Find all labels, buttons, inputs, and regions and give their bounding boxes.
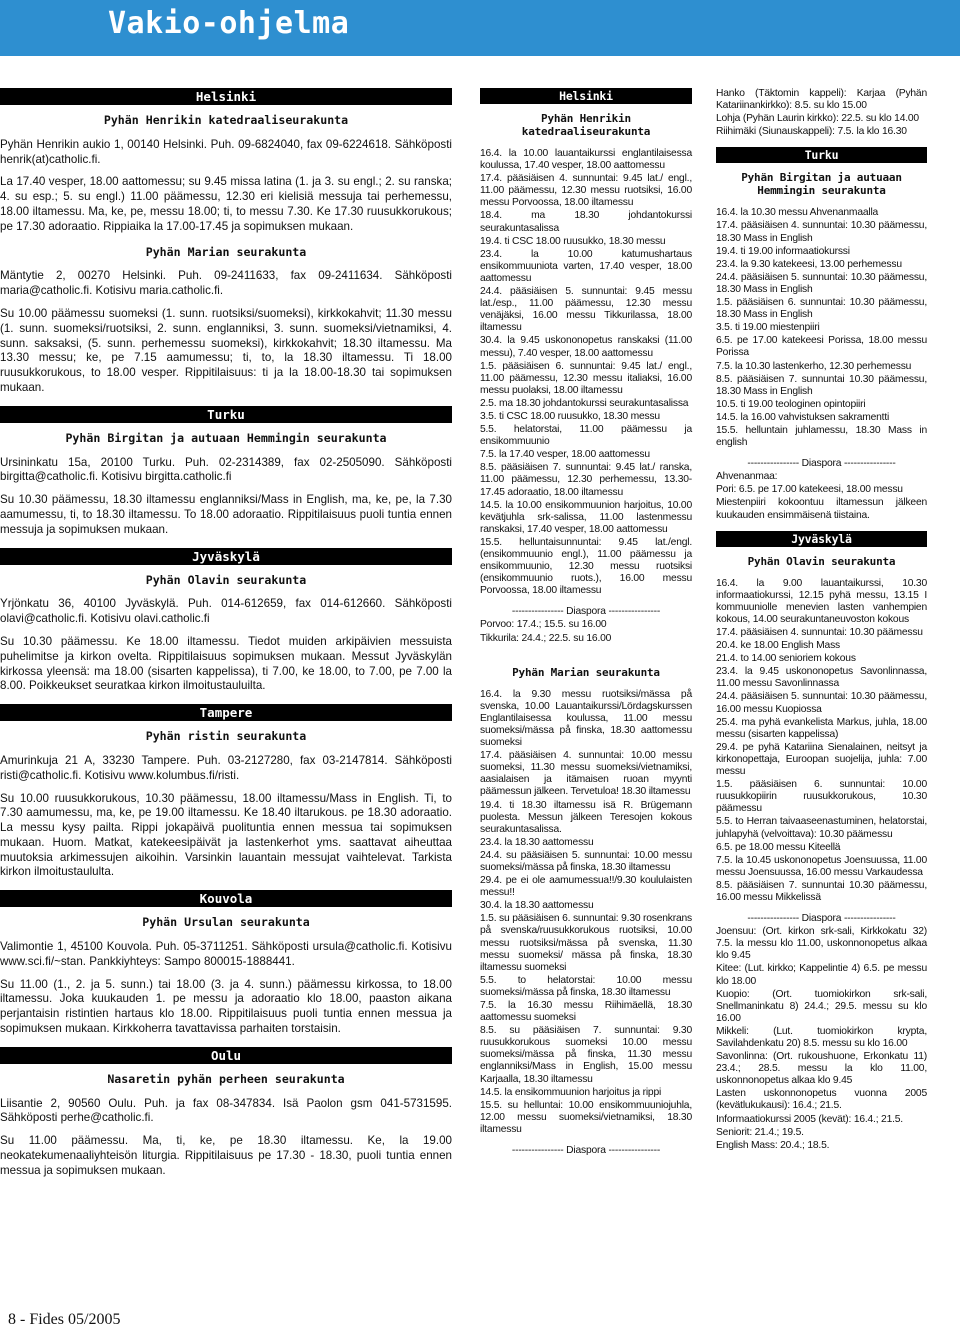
schedule-entry: 3.5. ti CSC 18.00 ruusukko, 18.30 messu <box>480 410 660 422</box>
middle-column <box>480 88 692 1158</box>
schedule-entry: 29.4. pe ei ole aamumessua!!/9.30 koululaisten messu!! <box>480 875 692 899</box>
section-paragraph: Ursininkatu 15a, 20100 Turku. Puh. 02-2314389, fax 02-2505090. Sähköposti birgitta@catholic.fi. Kotisivu birgitta.catholic.fi <box>0 455 452 484</box>
schedule-entry: 8.5. pääsiäisen 7. sunnuntai 10.30 päämessu, 16.00 messu Mikkelissä <box>716 879 927 903</box>
section-4 <box>0 704 452 880</box>
schedule-entry: 14.5. la 10.00 ensikommuunion harjoitus, 10.00 kevätjuhla srk-salissa, 11.00 lastenmessu ranskaksi, 17.40 vesper, 18.00 aattomessu <box>480 499 692 535</box>
schedule-entry: 18.4. ma 18.30 johdantokurssi seurakuntasalissa <box>480 210 692 234</box>
schedule-entry: 7.5. la 16.30 messu Riihimäellä, 18.30 aattomessu suomeksi <box>480 1000 692 1024</box>
section-paragraph: Mäntytie 2, 00270 Helsinki. Puh. 09-2411633, fax 09-2411634. Sähköposti maria@catholic.fi. Kotisivu maria.catholic.fi. <box>0 269 452 298</box>
schedule-entry: 23.4. la 10.00 katumushartaus ensikommuuniota varten, 17.40 vesper, 18.00 aattomessu <box>480 248 692 284</box>
diaspora-entry: Lasten uskonnonopetus vuonna 2005 (kevätlukukausi): 16.4.; 21.5. <box>716 1088 927 1112</box>
city-bar: Oulu <box>0 1047 452 1064</box>
diaspora-entry: Kitee: (Lut. kirkko; Kappelintie 4) 6.5. pe messu klo 18.00 <box>716 963 927 987</box>
schedule-entry: 19.4. ti 18.30 iltamessu isä R. Brügemann puolesta. Messun jälkeen Teresojen kokous seurakuntasalissa. <box>480 799 692 835</box>
diaspora-entry: Ahvenanmaa: <box>716 471 778 483</box>
spacer <box>716 450 927 458</box>
schedule-entry: 6.5. pe 17.00 katekeesi Porissa, 18.00 messu Porissa <box>716 335 927 359</box>
schedule-entry: 17.4. pääsiäisen 4. sunnuntai: 10.00 messu suomeksi, 11.30 messu suomeksi/vietnamiksi, aasialaisen ja itämaisen ruoan myynti päämessun jälkeen. Tervetuloa! 18.30 iltamessu <box>480 750 692 798</box>
schedule-entry: 17.4. pääsiäisen 4. sunnuntai: 9.45 lat./ engl., 11.00 päämessu, 12.30 messu ruotsiksi, 16.00 messu Porvoossa, 18.00 iltamessu <box>480 173 692 209</box>
city-bar: Helsinki <box>480 88 692 104</box>
city-bar: Turku <box>0 406 452 423</box>
schedule-entry: 30.4. la 9.45 uskononopetus ranskaksi (11.00 messu), 7.40 vesper, 18.00 aattomessu <box>480 335 692 359</box>
schedule-entry: 5.5. to Herran taivaaseenastuminen, helatorstai, juhlapyhä (velvoittava): 10.30 päämessu <box>716 816 927 840</box>
main-column <box>0 88 452 1189</box>
schedule-entry: 14.5. la ensikommuunion harjoitus ja rippi <box>480 1086 662 1098</box>
diaspora-entry: Hanko (Täktomin kappeli): Karjaa (Pyhän Katariinankirkko): 8.5. su klo 15.00 <box>716 88 927 112</box>
schedule-entry: 2.5. ma 18.30 johdantokurssi seurakuntasalissa <box>480 397 689 409</box>
section-paragraph: Liisantie 2, 90560 Oulu. Puh. ja fax 08-347834. Isä Paolon gsm 041-5731595. Sähköposti perhe@catholic.fi. <box>0 1096 452 1125</box>
section-paragraph: Su 10.30 päämessu. Ke 18.00 iltamessu. Tiedot muiden arkipäivien messuista puhelimitse ja kirkon ovelta. Rippitilaisuus sopimuksen mukaan. Messut Jyväskylän kirkossa yleensä: ma 18.00 (sisarten kappelissa), ti 7.00, ke 18.00, to 7.00, pe 7.00 la 8.00. Poikkeukset seuratkaa kirkon ilmoitustauluilta. <box>0 634 452 693</box>
page-title: Vakio-ohjelma <box>108 6 350 41</box>
schedule-entry: 1.5. pääsiäisen 6. sunnuntai: 10.30 päämessu, 18.30 Mass in English <box>716 297 927 321</box>
diaspora-entry: Joensuu: (Ort. kirkon srk-sali, Kirkkokatu 32) 7.5. la messu klo 11.00, uskonnonopetus alkaa klo 9.45 <box>716 926 927 962</box>
header-banner <box>0 0 960 56</box>
spacer <box>716 139 927 147</box>
diaspora-entry: Pori: 6.5. pe 17.00 katekeesi, 18.00 messu <box>716 484 903 496</box>
diaspora-divider: ---------------- Diaspora ---------------- <box>747 458 896 470</box>
schedule-entry: 21.4. to 14.00 senioriem kokous <box>716 653 856 665</box>
diaspora-divider: ---------------- Diaspora ---------------- <box>747 913 896 925</box>
schedule-entry: 8.5. pääsiäisen 7. sunnuntai 10.30 päämessu, 18.30 Mass in English <box>716 373 927 397</box>
parish-title: Pyhän Marian seurakunta <box>145 244 307 259</box>
diaspora-entry: Mikkeli: (Lut. tuomiokirkon krypta, Savilahdenkatu 20) 8.5. messu su klo 16.00 <box>716 1025 927 1049</box>
schedule-entry: 15.5. helluntaisunnuntai: 9.45 lat./engl. (ensikommuunio engl.), 11.00 päämessu ja ensikommuunio, 12.30 messu ruotsiksi (ensikommuunio ruots.), 16.00 messu Porvoossa, 18.00 iltamessu <box>480 536 692 597</box>
section-paragraph: Su 11.00 päämessu. Ma, ti, ke, pe 18.30 iltamessu. Ke, la 19.00 neokatekumenaaliyhteisön liturgia. Rippitilaisuus pe 17.30 - 18.30, puoli tuntia ennen messua ja sopimuksen mukaan. <box>0 1134 452 1177</box>
schedule-entry: 29.4. pe pyhä Katariina Sienalainen, neitsyt ja kirkonopettaja, Euroopan suojelija, juhla: 7.00 messu <box>716 741 927 778</box>
spacer <box>480 1137 692 1145</box>
section-paragraph: Yrjönkatu 36, 40100 Jyväskylä. Puh. 014-612659, fax 014-612660. Sähköposti olavi@catholic.fi. Kotisivu olavi.catholic.fi <box>0 597 452 626</box>
schedule-entry: 20.4. ke 18.00 English Mass <box>716 640 840 652</box>
city-bar: Turku <box>716 147 927 163</box>
section-paragraph: Amurinkuja 21 A, 33230 Tampere. Puh. 03-2127280, fax 03-2147814. Sähköposti risti@catholic.fi. Kotisivu www.kolumbus.fi/risti. <box>0 753 452 782</box>
schedule-entry: 19.4. ti CSC 18.00 ruusukko, 18.30 messu <box>480 235 666 247</box>
section-paragraph: Su 11.00 (1., 2. ja 5. sunn.) tai 18.00 (3. ja 4. sunn.) päämessu kirkossa, to 18.00 iltamessu. Joka kuukauden 1. pe messu ja adoraatio klo 18.00, paaston aikana perjantaisin ristintien hartaus klo 18.00. Rippitilaisuus puoli tuntia ennen messua ja sopimuksen mukaan. Kirkkoherra tavattavissa parhaiten torstaisin. <box>0 977 452 1036</box>
section-6 <box>0 1047 452 1179</box>
schedule-entry: 10.5. ti 19.00 teologinen opintopiiri <box>716 398 866 410</box>
schedule-entry: 8.5. su pääsiäisen 7. sunnuntai: 9.30 ruusukkorukous suomeksi 10.00 messu suomeksi/mässa på finska, 11.30 messu englanniksi/Mass in English, 15.00 messu Karjaalla, 18.30 iltamessu <box>480 1025 692 1085</box>
parish-title: Pyhän Olavin seurakunta <box>145 572 307 587</box>
spacer <box>480 646 692 654</box>
schedule-entry: 24.4. su pääsiäisen 5. sunnuntai: 10.00 messu suomeksi/mässa på finska, 18.30 iltamessu <box>480 849 692 873</box>
section-paragraph: La 17.40 vesper, 18.00 aattomessu; su 9.45 missa latina (1. ja 3. su engl.; 2. su ranska; 4. su esp.; 5. su engl.) 11.00 päämessu, 12.30 eri kielisiä messuja tai perhemessu, 18.00 iltamessu. Ma, ke, pe, messu 18.00; ti, to messu 7.30. Ke 17.30 ruusukkorukous; pe 17.30 adoraatio. Rippiaika la 17.00-17.45 ja sopimuksen mukaan. <box>0 175 452 233</box>
diaspora-entry: Miestenpiiri kokoontuu iltamessun jälkeen kuukauden ensimmäisenä tiistaina. <box>716 497 927 521</box>
schedule-entry: 16.4. la 10.00 lauantaikurssi englantilaisessa koulussa, 17.40 vesper, 18.00 aattomessu <box>480 148 692 172</box>
diaspora-entry: Riihimäki (Siunauskappeli): 7.5. la klo 16.30 <box>716 126 907 138</box>
city-bar: Jyväskylä <box>0 548 452 565</box>
city-bar: Kouvola <box>0 890 452 907</box>
section-paragraph: Su 10.00 päämessu suomeksi (1. sunn. ruotsiksi/suomeksi), kirkkokahvit; 11.30 messu (1. sunn. suomeksi/ruotsiksi, 2. sunn. englanniksi, 3. sunn. suomeksi/vietnamiksi, 4. sunn. saksaksi, (5. sunn. perhemessu suomeksi), kirkkokahvit; 18.30 iltamessu. Ma 13.30 messu; ke, pe 7.15 aamumessu; ti, to, la 18.30 iltamessu. Ti 18.00 ruusukkorukous, to 18.00 vesper. Rippitilaisuus: ti ja la 18.00-18.30 tai sopimuksen mukaan. <box>0 306 452 394</box>
diaspora-entry: Seniorit: 21.4.; 19.5. <box>716 1126 804 1138</box>
schedule-entry: 1.5. su pääsiäisen 6. sunnuntai: 9.30 rosenkrans på svenska/ruusukkorukous ruotsiksi, 10.00 messu ruotsiksi/mässa på svenska, 11.30 messu suomeksi/ mässa på finska, 18.30 iltamessu suomeksi <box>480 913 692 973</box>
parish-title: Pyhän Birgitan ja autuaan Hemmingin seurakunta <box>741 171 902 198</box>
parish-title: Pyhän Birgitan ja autuaan Hemmingin seurakunta <box>65 430 387 445</box>
parish-title: Pyhän Olavin seurakunta <box>747 554 896 568</box>
schedule-entry: 3.5. ti 19.00 miestenpiiri <box>716 322 820 334</box>
section-1 <box>0 245 452 396</box>
schedule-entry: 24.4. pääsiäisen 5. sunnuntai: 10.30 päämessu, 18.30 Mass in English <box>716 271 927 295</box>
schedule-entry: 17.4. pääsiäisen 4. sunnuntai: 10.30 päämessu, 18.30 Mass in English <box>716 220 927 244</box>
parish-title: Pyhän Henrikin katedraaliseurakunta <box>103 113 349 127</box>
diaspora-entry: Savonlinna: (Ort. rukoushuone, Erkonkatu 11) 23.4.; 28.5. messu la klo 11.00, uskonnonopetus alkaa klo 9.45 <box>716 1051 927 1087</box>
schedule-entry: 23.4. la 9.30 katekeesi, 13.00 perhemessu <box>716 258 902 270</box>
spacer <box>480 598 692 606</box>
schedule-entry: 30.4. la 18.30 aattomessu <box>480 900 594 912</box>
page-footer: 8 - Fides 05/2005 <box>8 1311 121 1328</box>
spacer <box>480 654 692 662</box>
schedule-entry: 19.4. ti 19.00 informaatiokurssi <box>716 245 850 257</box>
schedule-entry: 15.5. su helluntai: 10.00 ensikommuuniojuhla, 12.00 messu suomeksi/vietnamiksi, 18.30 iltamessu <box>480 1099 692 1135</box>
parish-title: Pyhän ristin seurakunta <box>145 729 307 744</box>
section-paragraph: Su 10.30 päämessu, 18.30 iltamessu englanniksi/Mass in English, ma, ke, pe, la 7.30 aamumessu, ti, to 18.30 iltamessu. To 18.00 adoraatio. Rippitilaisuus puoli tuntia ennen messuja ja sopimuksen mukaan. <box>0 493 452 536</box>
right-column <box>716 88 927 1153</box>
city-bar: Tampere <box>0 704 452 721</box>
schedule-entry: 5.5. to helatorstai: 10.00 messu suomeksi/mässa på finska, 18.30 iltamessu <box>480 974 692 998</box>
diaspora-entry: Porvoo: 17.4.; 15.5. su 16.00 <box>480 619 607 631</box>
schedule-entry: 24.4. pääsiäisen 5. sunnuntai: 9.45 messu lat./esp., 11.00 päämessu, 12.30 messu venäjäksi, 16.00 messu Tikkurilassa, 18.00 iltamessu <box>480 286 692 334</box>
section-paragraph: Su 10.00 ruusukkorukous, 10.30 päämessu, 18.00 iltamessu/Mass in English. Ti, to 7.30 aamumessu, ma, ke, pe 19.00 iltamessu. Ke 18.40 iltarukous. pe 18.30 adoraatio. La messu kysy pailta. Rippi jokapäivä puolituntia ennen messua tai sopimuksen mukaan. Huom. Matkat, katekeesipäivät ja lastenkerhot yms. saattavat aiheuttaa muutoksia arkimessujen aikoihin. Varsinkin lauantain messujat vaihtelevat. Tarkista kirkon ilmoitustaululta. <box>0 791 452 879</box>
parish-title: Pyhän Marian seurakunta <box>512 665 660 679</box>
schedule-entry: 16.4. la 9.30 messu ruotsiksi/mässa på svenska, 10.00 Lauantaikurssi/Lördagskurssen Englantilaisessa koulussa, 11.00 messu suomeksi/mässa på finska, 18.30 aattomessu suomeksi <box>480 688 692 749</box>
schedule-entry: 6.5. pe 18.00 messu Kiteellä <box>716 841 841 853</box>
schedule-entry: 15.5. helluntain juhlamessu, 18.30 Mass in english <box>716 424 927 449</box>
schedule-entry: 7.5. la 10.45 uskononopetus Joensuussa, 11.00 messu Joensuussa, 16.00 messu Varkaudessa <box>716 854 927 878</box>
diaspora-entry: Tikkurila: 24.4.; 22.5. su 16.00 <box>480 632 612 644</box>
schedule-entry: 5.5. helatorstai, 11.00 päämessu ja ensikommuunio <box>480 424 692 448</box>
section-5 <box>0 890 452 1037</box>
schedule-entry: 1.5. pääsiäisen 6. sunnuntai: 9.45 lat./ engl., 11.00 päämessu, 12.30 messu italiaksi, 16.00 messu puolaksi, 18.00 iltamessu <box>480 360 692 396</box>
schedule-entry: 8.5. pääsiäisen 7. sunnuntai: 9.45 lat./ ranska, 11.00 päämessu, 12.30 perhemessu, 13.30-17.45 adoraatio, 18.00 iltamessu <box>480 462 692 498</box>
diaspora-entry: English Mass: 20.4.; 18.5. <box>716 1139 830 1151</box>
schedule-entry: 23.4. la 18.30 aattomessu <box>480 836 594 848</box>
schedule-entry: 25.4. ma pyhä evankelista Markus, juhla, 18.00 messu (sisarten kappelissa) <box>716 716 927 740</box>
schedule-entry: 16.4. la 9.00 lauantaikurssi, 10.30 informaatiokurssi, 12.15 pyhä messu, 13.15 I kommuuniolle menevien lasten vanhempien kokous, 14.00 seurakuntaneuvoston kokous <box>716 577 927 625</box>
city-bar: Jyväskylä <box>716 531 927 547</box>
schedule-entry: 16.4. la 10.30 messu Ahvenanmaalla <box>716 207 879 219</box>
section-paragraph: Valimontie 1, 45100 Kouvola. Puh. 05-3711251. Sähköposti ursula@catholic.fi. Kotisivu www.sci.fi/~stan. Pankkiyhteys: Sampo 800015-1888441. <box>0 940 452 968</box>
diaspora-entry: Informaatiokurssi 2005 (kevät): 16.4.; 21.5. <box>716 1113 903 1125</box>
section-paragraph: Pyhän Henrikin aukio 1, 00140 Helsinki. Puh. 09-6824040, fax 09-6224618. Sähköposti henrik(at)catholic.fi. <box>0 137 452 166</box>
schedule-entry: 17.4. pääsiäisen 4. sunnuntai: 10.30 päämessu <box>716 627 923 638</box>
diaspora-divider: ---------------- Diaspora ---------------- <box>511 606 661 618</box>
diaspora-entry: Lohja (Pyhän Laurin kirkko): 22.5. su klo 14.00 <box>716 113 919 125</box>
spacer <box>716 905 927 913</box>
diaspora-entry: Kuopio: (Ort. tuomiokirkon srk-sali, Snellmaninkatu 8) 24.4.; 29.5. messu su klo 16.00 <box>716 988 927 1024</box>
schedule-entry: 23.4. la 9.45 uskononopetus Savonlinnassa, 11.00 messu Savonlinnassa <box>716 666 927 690</box>
parish-title: Nasaretin pyhän perheen seurakunta <box>107 1071 345 1086</box>
section-0 <box>0 88 452 235</box>
schedule-entry: 7.5. la 17.40 vesper, 18.00 aattomessu <box>480 449 650 461</box>
diaspora-divider: ---------------- Diaspora ---------------- <box>511 1145 661 1157</box>
schedule-entry: 7.5. la 10.30 lastenkerho, 12.30 perhemessu <box>716 360 912 372</box>
section-2 <box>0 406 452 538</box>
schedule-entry: 14.5. la 16.00 vahvistuksen sakramentti <box>716 411 890 423</box>
schedule-entry: 24.4. pääsiäisen 5. sunnuntai: 10.30 päämessu, 16.00 messu Kuopiossa <box>716 691 927 715</box>
section-3 <box>0 548 452 695</box>
spacer <box>716 523 927 531</box>
city-bar: Helsinki <box>0 88 452 105</box>
parish-title: Pyhän Henrikin katedraaliseurakunta <box>521 112 651 138</box>
parish-title: Pyhän Ursulan seurakunta <box>142 915 310 930</box>
schedule-entry: 1.5. pääsiäisen 6. sunnuntai: 10.00 ruusukkopiirin ruusukkorukous, 10.30 päämessu <box>716 779 927 815</box>
